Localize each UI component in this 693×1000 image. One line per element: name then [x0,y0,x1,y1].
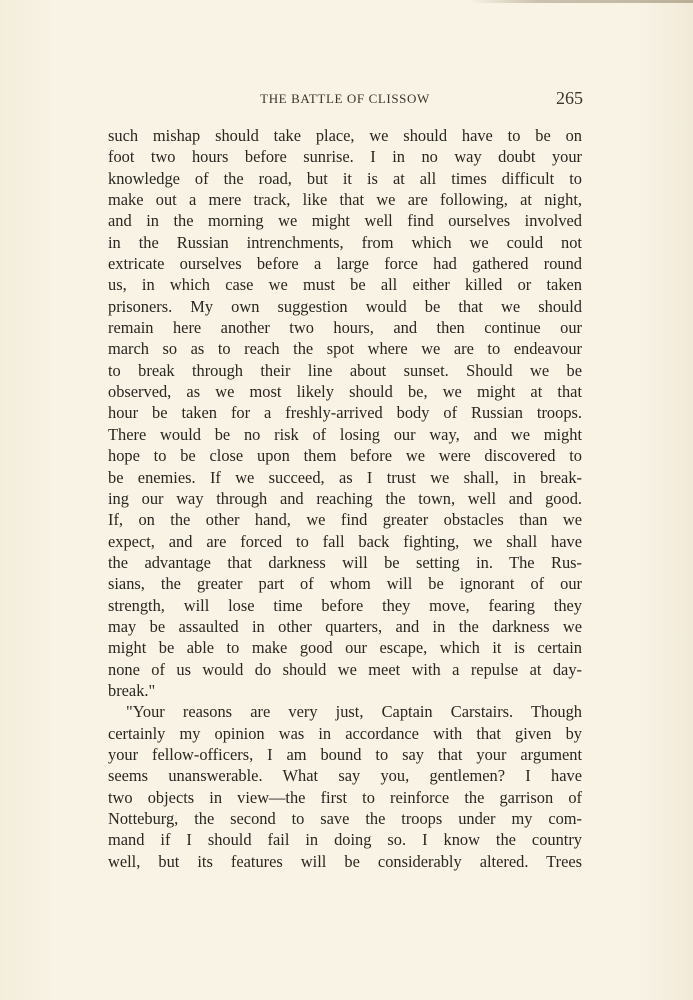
text-line: such mishap should take place, we should have to be on [108,126,582,145]
text-line: There would be no risk of losing our way, and we might [108,424,582,444]
text-line: in the Russian intrenchments, from which we could not [108,232,582,252]
text-line: If, on the other hand, we find greater obstacles than we [108,510,582,530]
text-line: break." [108,680,156,700]
text-line: us, in which case we must be all either killed or taken [108,275,582,295]
text-line: and in the morning we might well find ourselves involved [108,211,582,231]
text-line: be enemies. If we succeed, as I trust we shall, in break- [108,467,582,487]
text-line: to break through their line about sunset. Should we be [108,360,582,380]
text-line: your fellow-officers, I am bound to say that your argument [108,744,582,764]
text-line: march so as to reach the spot where we are to endeavour [108,339,582,359]
text-line: may be assaulted in other quarters, and in the darkness we [108,616,582,636]
text-line: expect, and are forced to fall back fighting, we shall have [108,531,582,551]
body-text [108,125,582,872]
text-line-paragraph-start: "Your reasons are very just, Captain Carstairs. Though [126,702,582,722]
text-line: well, but its features will be considerably altered. Trees [108,851,582,871]
text-line: hour be taken for a freshly-arrived body of Russian troops. [108,403,582,423]
text-line: ing our way through and reaching the town, well and good. [108,488,582,508]
text-line: foot two hours before sunrise. I in no way doubt your [108,147,582,167]
text-line: might be able to make good our escape, which it is certain [108,638,582,658]
running-head [107,88,583,112]
text-line: prisoners. My own suggestion would be that we should [108,296,582,316]
text-line: knowledge of the road, but it is at all times difficult to [108,168,582,188]
running-title: THE BATTLE OF CLISSOW [260,91,430,106]
text-line: mand if I should fail in doing so. I know the country [108,830,582,850]
text-line: make out a mere track, like that we are following, at night, [108,190,582,210]
text-line: remain here another two hours, and then continue our [108,318,582,338]
text-line: hope to be close upon them before we were discovered to [108,446,582,466]
text-line: certainly my opinion was in accordance with that given by [108,723,582,743]
page-number: 265 [556,88,583,108]
text-line: observed, as we most likely should be, we might at that [108,382,582,402]
text-line: strength, will lose time before they move, fearing they [108,595,582,615]
text-line: two objects in view—the first to reinforce the garrison of [108,787,582,807]
text-line: sians, the greater part of whom will be ignorant of our [108,574,582,594]
text-line: Notteburg, the second to save the troops under my com- [108,809,582,828]
text-line: extricate ourselves before a large force had gathered round [108,254,582,274]
text-line: seems unanswerable. What say you, gentlemen? I have [108,766,582,786]
text-line: the advantage that darkness will be setting in. The Rus- [108,552,582,572]
page-edge-shadow [470,0,693,3]
text-line: none of us would do should we meet with a repulse at day- [108,659,582,679]
